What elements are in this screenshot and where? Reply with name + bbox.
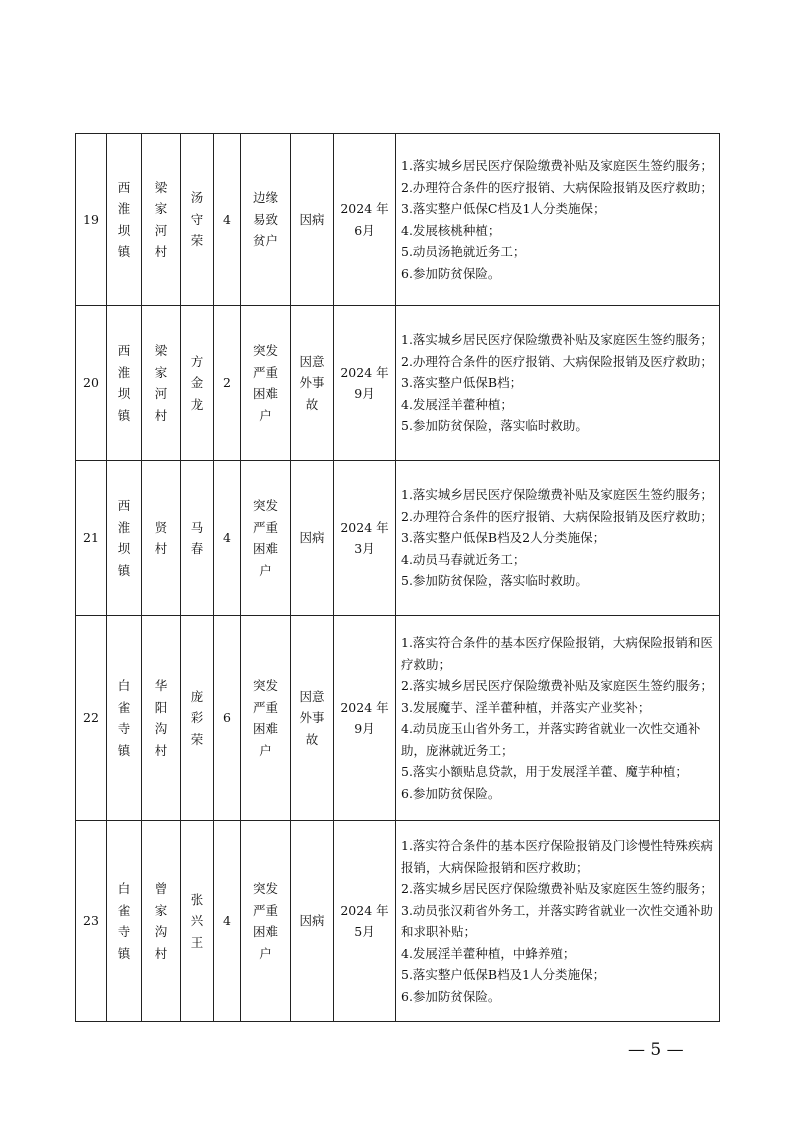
household-type: 突发严重困难户 <box>241 306 291 461</box>
measure-item: 3.落实整户低保B档及2人分类施保； <box>401 530 606 546</box>
poverty-cause: 因病 <box>291 134 334 306</box>
measure-item: 1.落实符合条件的基本医疗保险报销，大病保险报销和医疗救助； <box>401 635 713 672</box>
poverty-cause: 因意外事故 <box>291 616 334 821</box>
measure-item: 1.落实城乡居民医疗保险缴费补贴及家庭医生签约服务； <box>401 158 713 173</box>
measure-item: 6.参加防贫保险。 <box>401 265 501 281</box>
table-row <box>76 134 720 306</box>
poverty-cause: 因意外事故 <box>291 306 334 461</box>
poverty-cause: 因病 <box>291 821 334 1022</box>
householder-name: 庞彩荣 <box>181 616 214 821</box>
measure-item: 4.动员庞玉山省外务工，并落实跨省就业一次性交通补助，庞淋就近务工； <box>401 721 701 758</box>
table-row <box>76 306 720 461</box>
householder-name: 汤守荣 <box>181 134 214 306</box>
measure-item: 2.落实城乡居民医疗保险缴费补贴及家庭医生签约服务； <box>401 881 713 896</box>
risk-date: 2024 年 5月 <box>334 821 396 1022</box>
row-number: 22 <box>76 616 107 821</box>
town-cell: 西淮坝镇 <box>107 461 142 616</box>
measure-item: 2.办理符合条件的医疗报销、大病保险报销及医疗救助； <box>401 508 713 524</box>
measure-item: 3.发展魔芋、淫羊藿种植，并落实产业奖补； <box>401 699 651 715</box>
table-row <box>76 821 720 1022</box>
measure-item: 4.发展淫羊藿种植； <box>401 396 513 412</box>
measure-item: 1.落实符合条件的基本医疗保险报销及门诊慢性特殊疾病报销，大病保险报销和医疗救助； <box>401 838 713 875</box>
household-size: 4 <box>214 461 241 616</box>
village-cell: 梁家河村 <box>142 134 181 306</box>
householder-name: 方金龙 <box>181 306 214 461</box>
measure-item: 3.动员张汉莉省外务工，并落实跨省就业一次性交通补助和求职补贴； <box>401 902 713 939</box>
measure-item: 2.办理符合条件的医疗报销、大病保险报销及医疗救助； <box>401 353 713 369</box>
measure-item: 1.落实城乡居民医疗保险缴费补贴及家庭医生签约服务； <box>401 487 713 503</box>
assistance-measures <box>396 134 720 306</box>
measure-item: 5.落实整户低保B档及1人分类施保； <box>401 967 606 982</box>
row-number: 19 <box>76 134 107 306</box>
village-cell: 贤村 <box>142 461 181 616</box>
assistance-measures <box>396 616 720 821</box>
risk-date: 2024 年 9月 <box>334 616 396 821</box>
householder-name: 张兴王 <box>181 821 214 1022</box>
measure-item: 5.参加防贫保险，落实临时救助。 <box>401 418 588 434</box>
table-row <box>76 461 720 616</box>
table-row <box>76 616 720 821</box>
measure-item: 5.动员汤艳就近务工； <box>401 244 526 259</box>
town-cell: 白雀寺镇 <box>107 821 142 1022</box>
row-number: 21 <box>76 461 107 616</box>
household-size: 2 <box>214 306 241 461</box>
town-cell: 西淮坝镇 <box>107 306 142 461</box>
household-size: 6 <box>214 616 241 821</box>
measure-item: 2.落实城乡居民医疗保险缴费补贴及家庭医生签约服务； <box>401 678 713 693</box>
household-type: 突发严重困难户 <box>241 461 291 616</box>
poverty-cause: 因病 <box>291 461 334 616</box>
household-type: 边缘易致贫户 <box>241 134 291 306</box>
householder-name: 马春 <box>181 461 214 616</box>
measure-item: 5.落实小额贴息贷款，用于发展淫羊藿、魔芋种植； <box>401 764 688 779</box>
household-table <box>75 133 720 1022</box>
measure-item: 6.参加防贫保险。 <box>401 785 501 801</box>
row-number: 20 <box>76 306 107 461</box>
village-cell: 曾家沟村 <box>142 821 181 1022</box>
measure-item: 2.办理符合条件的医疗报销、大病保险报销及医疗救助； <box>401 179 713 195</box>
household-type: 突发严重困难户 <box>241 616 291 821</box>
measure-item: 4.动员马春就近务工； <box>401 551 526 567</box>
measure-item: 1.落实城乡居民医疗保险缴费补贴及家庭医生签约服务； <box>401 332 713 348</box>
risk-date: 2024 年 3月 <box>334 461 396 616</box>
measure-item: 4.发展核桃种植； <box>401 222 501 238</box>
risk-date: 2024 年 6月 <box>334 134 396 306</box>
row-number: 23 <box>76 821 107 1022</box>
town-cell: 白雀寺镇 <box>107 616 142 821</box>
measure-item: 6.参加防贫保险。 <box>401 988 501 1004</box>
village-cell: 梁家河村 <box>142 306 181 461</box>
household-size: 4 <box>214 134 241 306</box>
town-cell: 西淮坝镇 <box>107 134 142 306</box>
assistance-measures <box>396 306 720 461</box>
measure-item: 3.落实整户低保B档； <box>401 375 523 391</box>
page-number: — 5 — <box>628 1040 684 1060</box>
household-type: 突发严重困难户 <box>241 821 291 1022</box>
measure-item: 4.发展淫羊藿种植，中蜂养殖； <box>401 945 576 961</box>
risk-date: 2024 年 9月 <box>334 306 396 461</box>
measure-item: 5.参加防贫保险，落实临时救助。 <box>401 573 588 589</box>
village-cell: 华阳沟村 <box>142 616 181 821</box>
assistance-measures <box>396 461 720 616</box>
household-size: 4 <box>214 821 241 1022</box>
measure-item: 3.落实整户低保C档及1人分类施保； <box>401 201 606 216</box>
assistance-measures <box>396 821 720 1022</box>
